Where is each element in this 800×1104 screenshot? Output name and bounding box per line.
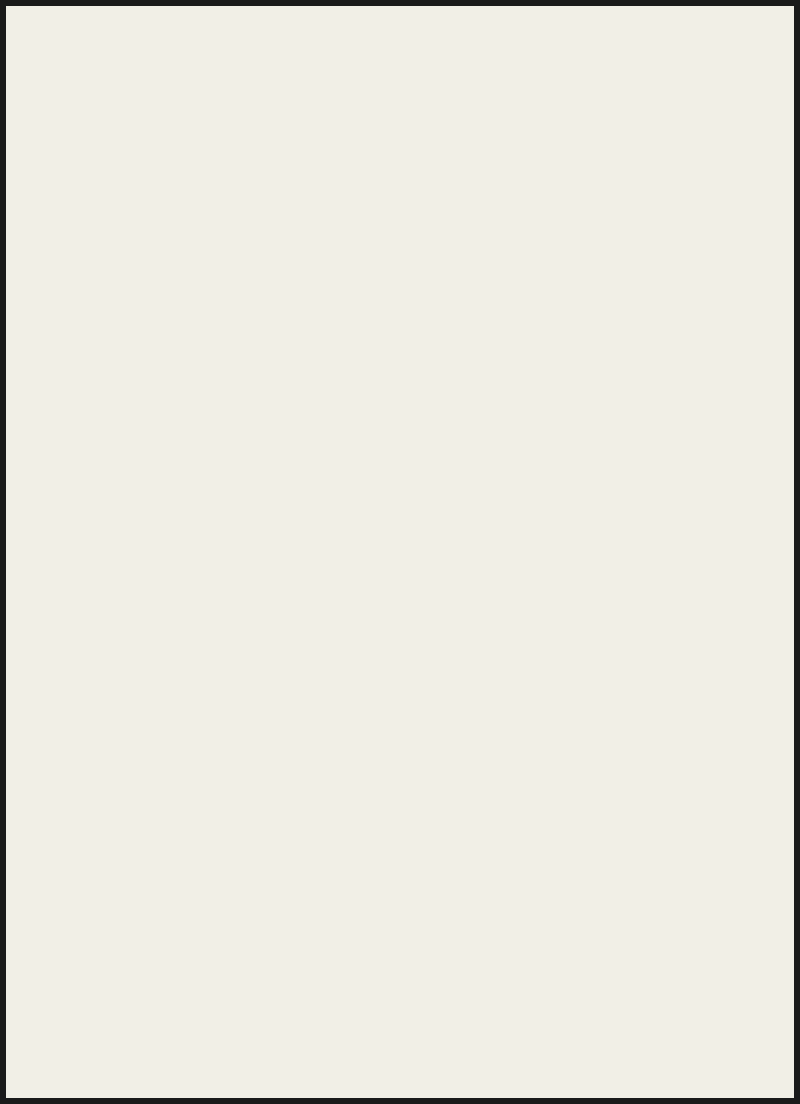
yearbook-page <box>6 6 794 1098</box>
